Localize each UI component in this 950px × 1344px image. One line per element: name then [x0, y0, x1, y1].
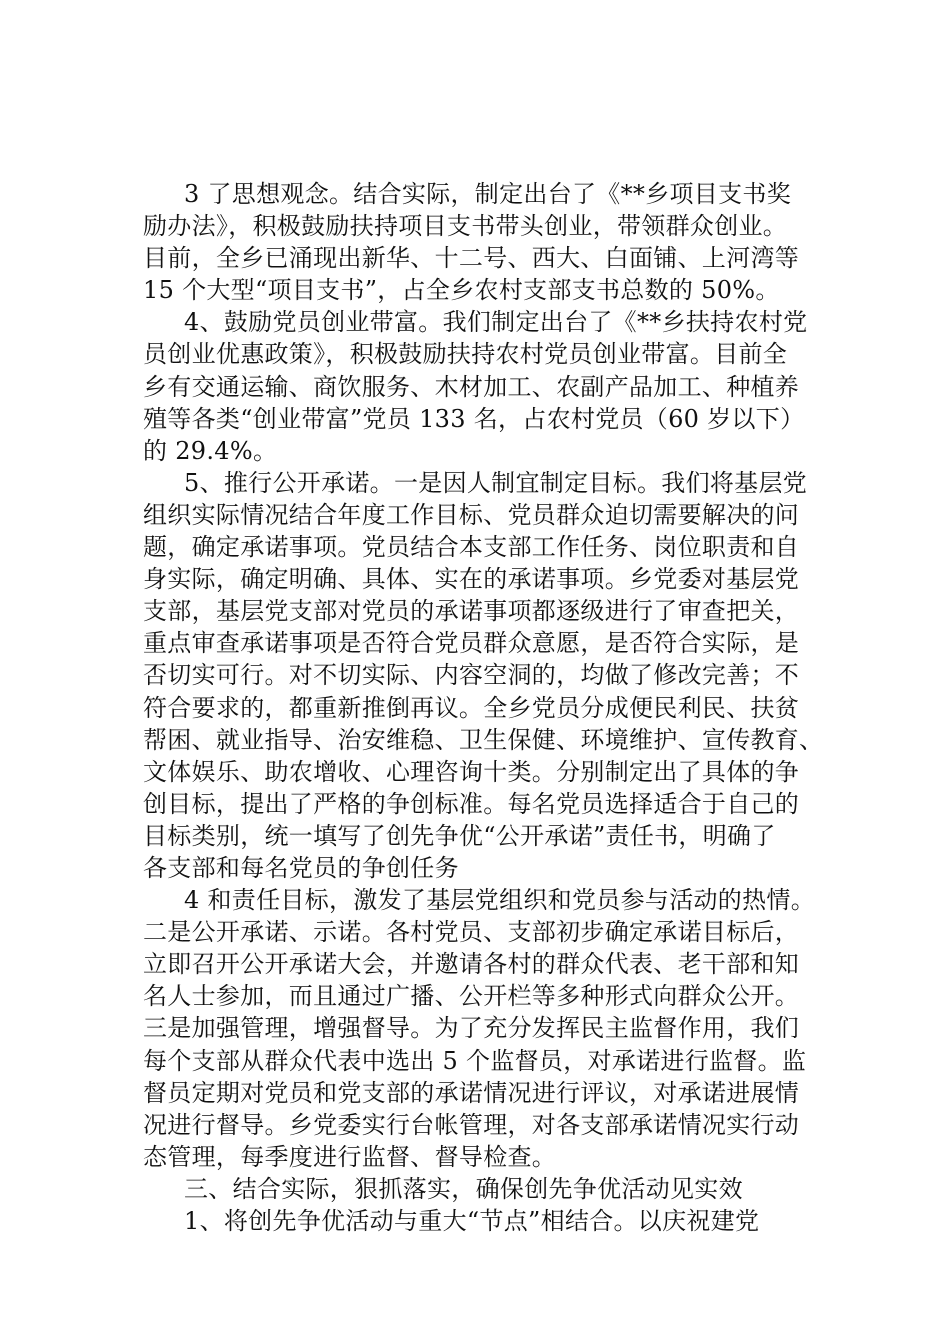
text-line: 态管理，每季度进行监督、督导检查。: [143, 1142, 557, 1171]
text-line: 的 29.4%。: [143, 436, 278, 465]
text-line: 重点审查承诺事项是否符合党员群众意愿，是否符合实际，是: [143, 629, 800, 658]
text-line: 3 了思想观念。结合实际，制定出台了《**乡项目支书奖: [184, 180, 791, 208]
text-line: 5、推行公开承诺。一是因人制宜制定目标。我们将基层党: [184, 468, 808, 497]
text-line: 帮困、就业指导、治安维稳、卫生保健、环境维护、宣传教育、: [143, 725, 824, 754]
text-line: 目前，全乡已涌现出新华、十二号、西大、白面铺、上河湾等: [143, 244, 800, 273]
text-line: 二是公开承诺、示诺。各村党员、支部初步确定承诺目标后，: [143, 918, 800, 947]
text-line: 否切实可行。对不切实际、内容空洞的，均做了修改完善；不: [143, 661, 800, 690]
text-line: 励办法》，积极鼓励扶持项目支书带头创业，带领群众创业。: [143, 212, 788, 241]
text-line: 每个支部从群众代表中选出 5 个监督员，对承诺进行监督。监: [143, 1046, 807, 1075]
text-line: 4、鼓励党员创业带富。我们制定出台了《**乡扶持农村党: [184, 308, 808, 337]
text-line: 身实际，确定明确、具体、实在的承诺事项。乡党委对基层党: [143, 565, 800, 594]
text-line: 文体娱乐、助农增收、心理咨询十类。分别制定出了具体的争: [143, 757, 800, 786]
text-line: 1、将创先争优活动与重大“节点”相结合。以庆祝建党: [184, 1207, 760, 1235]
text-line: 三、结合实际，狠抓落实，确保创先争优活动见实效: [184, 1174, 743, 1203]
text-line: 乡有交通运输、商饮服务、木材加工、农副产品加工、种植养: [143, 372, 800, 401]
text-line: 组织实际情况结合年度工作目标、党员群众迫切需要解决的问: [143, 500, 800, 529]
text-line: 支部，基层党支部对党员的承诺事项都逐级进行了审查把关，: [143, 597, 800, 626]
text-line: 题，确定承诺事项。党员结合本支部工作任务、岗位职责和自: [143, 533, 800, 562]
text-line: 况进行督导。乡党委实行台帐管理，对各支部承诺情况实行动: [143, 1110, 800, 1139]
text-line: 15 个大型“项目支书”，占全乡农村支部支书总数的 50%。: [143, 276, 780, 305]
text-line: 名人士参加，而且通过广播、公开栏等多种形式向群众公开。: [143, 982, 800, 1011]
text-line: 目标类别，统一填写了创先争优“公开承诺”责任书，明确了: [143, 821, 776, 850]
text-line: 4 和责任目标，激发了基层党组织和党员参与活动的热情。: [184, 886, 815, 915]
text-line: 督员定期对党员和党支部的承诺情况进行评议，对承诺进展情: [143, 1078, 800, 1107]
text-line: 创目标，提出了严格的争创标准。每名党员选择适合于自己的: [143, 789, 800, 818]
text-line: 殖等各类“创业带富”党员 133 名，占农村党员（60 岁以下）: [143, 404, 805, 433]
text-line: 符合要求的，都重新推倒再议。全乡党员分成便民利民、扶贫: [143, 693, 800, 722]
text-line: 各支部和每名党员的争创任务: [143, 853, 459, 882]
text-line: 立即召开公开承诺大会，并邀请各村的群众代表、老干部和知: [143, 950, 800, 979]
text-line: 员创业优惠政策》，积极鼓励扶持农村党员创业带富。目前全: [143, 340, 788, 369]
document-body: [143, 178, 843, 1237]
text-line: 三是加强管理，增强督导。为了充分发挥民主监督作用，我们: [143, 1014, 800, 1043]
